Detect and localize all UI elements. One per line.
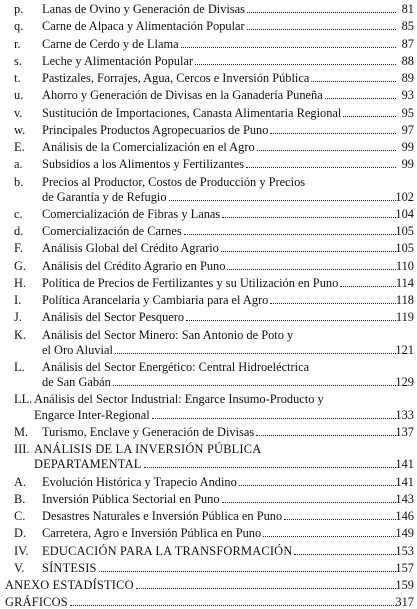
- dot-leader: [152, 418, 396, 419]
- dot-leader: [184, 234, 396, 235]
- dot-leader: [247, 12, 396, 13]
- toc-entry-title: de Garantía y de Refugio: [42, 189, 167, 204]
- toc-entry-label: v.: [14, 105, 23, 120]
- toc-entry-label: H.: [14, 275, 27, 290]
- toc-entry-title: GRÁFICOS: [5, 595, 68, 609]
- toc-entry-title: Comercialización de Fibras y Lanas: [42, 206, 221, 221]
- toc-entry-page: 99: [401, 140, 414, 154]
- toc-entry-page: 137: [395, 424, 414, 439]
- toc-entry-label: r.: [14, 36, 21, 51]
- dot-leader: [186, 320, 396, 321]
- toc-entry-label: D.: [14, 526, 27, 541]
- toc-entry-label: p.: [14, 2, 24, 16]
- dot-leader: [294, 554, 396, 555]
- toc-entry-page: 149: [395, 526, 414, 541]
- toc-entry-page: 121: [395, 342, 414, 357]
- toc-entry-label: IV.: [14, 543, 29, 558]
- dot-leader: [270, 303, 396, 304]
- toc-entry-page: 119: [395, 310, 414, 325]
- toc-entry-label: w.: [14, 122, 26, 137]
- toc-entry-title: Inversión Pública Sectorial en Puno: [42, 491, 220, 506]
- toc-entry-page: 110: [395, 258, 414, 273]
- toc-entry-label: III.: [14, 442, 30, 457]
- toc-entry-title: Turismo, Enclave y Generación de Divisas: [42, 424, 255, 439]
- toc-entry-title: Evolución Histórica y Trapecio Andino: [42, 474, 237, 489]
- dot-leader: [113, 385, 396, 386]
- toc-entry-page: 95: [401, 105, 414, 120]
- toc-entry-title: EDUCACIÓN PARA LA TRANSFORMACIÓN: [42, 543, 293, 558]
- toc-entry-label: V.: [14, 560, 25, 575]
- dot-leader: [70, 605, 396, 606]
- toc-entry-title: el Oro Aluvial: [42, 342, 113, 357]
- toc-entry-page: 87: [401, 36, 414, 51]
- toc-entry-label: K.: [14, 327, 27, 342]
- toc-entry-title: Ahorro y Generación de Divisas en la Ganadería Puneña: [42, 88, 323, 103]
- toc-entry-title: Política Arancelaria y Cambiaria para el Agro: [42, 293, 269, 308]
- toc-entry-page: 141: [395, 474, 414, 489]
- toc-entry-page: 317: [395, 595, 414, 609]
- toc-entry-page: 97: [401, 122, 414, 137]
- toc-entry-title: ANÁLISIS DE LA INVERSIÓN PÚBLICA: [34, 442, 262, 457]
- dot-leader: [270, 133, 396, 134]
- dot-leader: [222, 502, 396, 503]
- toc-entry-page: 88: [401, 53, 414, 68]
- toc-entry-title: Carretera, Agro e Inversión Pública en Puno: [42, 526, 262, 541]
- toc-entry-label: E.: [14, 140, 25, 154]
- toc-entry-label: M.: [14, 424, 29, 439]
- toc-entry-label: c.: [14, 206, 23, 221]
- toc-entry-page: 99: [401, 157, 414, 172]
- dot-leader: [256, 435, 396, 436]
- toc-entry-page: 141: [395, 457, 414, 472]
- toc-entry-page: 104: [395, 206, 414, 221]
- dot-leader: [181, 47, 396, 48]
- toc-entry-page: 133: [395, 407, 414, 422]
- toc-entry-title: DEPARTAMENTAL: [34, 457, 142, 472]
- toc-entry-page: 157: [395, 560, 414, 575]
- toc-entry-title: Principales Productos Agropecuarios de Puno: [42, 122, 269, 137]
- toc-entry-title: Política de Precios de Fertilizantes y su Utilización en Puno: [42, 275, 339, 290]
- toc-entry-title: Sustitución de Importaciones, Canasta Alimentaria Regional: [42, 105, 342, 120]
- toc-entry-page: 105: [395, 241, 414, 256]
- toc-entry-title: Pastizales, Forrajes, Agua, Cercos e Inversión Pública: [42, 71, 310, 85]
- toc-entry-page: 129: [395, 375, 414, 390]
- toc-entry-label: B.: [14, 491, 26, 506]
- toc-entry-label: G.: [14, 258, 27, 273]
- toc-entry-label: J.: [14, 310, 22, 325]
- toc-entry-page: 114: [395, 275, 414, 290]
- toc-entry-label: d.: [14, 224, 24, 239]
- toc-entry-page: 118: [395, 293, 414, 308]
- dot-leader: [246, 167, 396, 168]
- toc-entry-label: u.: [14, 88, 24, 103]
- toc-entry-title: Análisis del Sector Energético: Central Hidroeléctrica: [42, 360, 310, 375]
- dot-leader: [195, 64, 396, 65]
- toc-entry-title: Lanas de Ovino y Generación de Divisas: [42, 2, 246, 16]
- dot-leader: [222, 217, 396, 218]
- toc-entry-title: Engarce Inter-Regional: [34, 407, 150, 422]
- toc-entry-page: 93: [401, 88, 414, 103]
- toc-entry-page: 102: [395, 189, 414, 204]
- toc-entry-title: Leche y Alimentación Popular: [42, 53, 194, 68]
- toc-entry-label: t.: [14, 71, 21, 85]
- toc-entry-label: C.: [14, 509, 26, 523]
- toc-entry-page: 89: [401, 71, 414, 85]
- dot-leader: [115, 353, 396, 354]
- toc-entry-title: Análisis del Sector Pesquero: [42, 310, 185, 325]
- toc-entry-title: Comercialización de Carnes: [42, 224, 182, 239]
- toc-entry-label: F.: [14, 241, 23, 256]
- dot-leader: [247, 29, 396, 30]
- dot-leader: [257, 150, 396, 151]
- toc-entry-label: s.: [14, 53, 22, 68]
- toc-entry-label: q.: [14, 19, 24, 34]
- dot-leader: [311, 81, 396, 82]
- dot-leader: [263, 536, 396, 537]
- dot-leader: [239, 485, 396, 486]
- dot-leader: [136, 588, 396, 589]
- dot-leader: [227, 269, 396, 270]
- toc-entry-title: de San Gabán: [42, 375, 111, 390]
- toc-entry-page: 105: [395, 224, 414, 239]
- toc-entry-page: 146: [395, 509, 414, 523]
- dot-leader: [99, 571, 396, 572]
- toc-entry-title: Carne de Cerdo y de Llama: [42, 36, 179, 51]
- toc-entry-label: a.: [14, 157, 23, 172]
- toc-entry-title: Análisis del Sector Industrial: Engarce Insumo-Producto y: [34, 392, 324, 407]
- toc-entry-page: 85: [401, 19, 414, 34]
- toc-entry-title: Precios al Productor, Costos de Producción y Precios: [42, 174, 306, 189]
- toc-entry-label: A.: [14, 474, 27, 489]
- toc-entry-title: Análisis Global del Crédito Agrario: [42, 241, 219, 256]
- dot-leader: [144, 467, 397, 468]
- toc-entry-page: 81: [401, 2, 414, 16]
- dot-leader: [284, 519, 396, 520]
- toc-entry-title: Análisis del Crédito Agrario en Puno: [42, 258, 226, 273]
- toc-entry-label: I.: [14, 293, 22, 308]
- dot-leader: [169, 200, 396, 201]
- toc-entry-label: L.: [14, 360, 25, 375]
- toc-entry-title: Análisis del Sector Minero: San Antonio de Poto y: [42, 327, 294, 342]
- toc-entry-title: SÍNTESIS: [42, 560, 97, 575]
- toc-entry-title: Análisis de la Comercialización en el Agro: [42, 140, 255, 154]
- toc-entry-title: ANEXO ESTADÍSTICO: [5, 578, 134, 592]
- toc-entry-page: 159: [395, 578, 414, 592]
- dot-leader: [221, 251, 396, 252]
- toc-entry-page: 143: [395, 491, 414, 506]
- toc-entry-title: Carne de Alpaca y Alimentación Popular: [42, 19, 245, 34]
- toc-entry-title: Subsidios a los Alimentos y Fertilizantes: [42, 157, 245, 172]
- toc-entry-label: LL.: [14, 392, 33, 407]
- toc-entry-title: Desastres Naturales e Inversión Pública en Puno: [42, 509, 283, 523]
- toc-entry-label: b.: [14, 174, 24, 189]
- toc-entry-page: 153: [395, 543, 414, 558]
